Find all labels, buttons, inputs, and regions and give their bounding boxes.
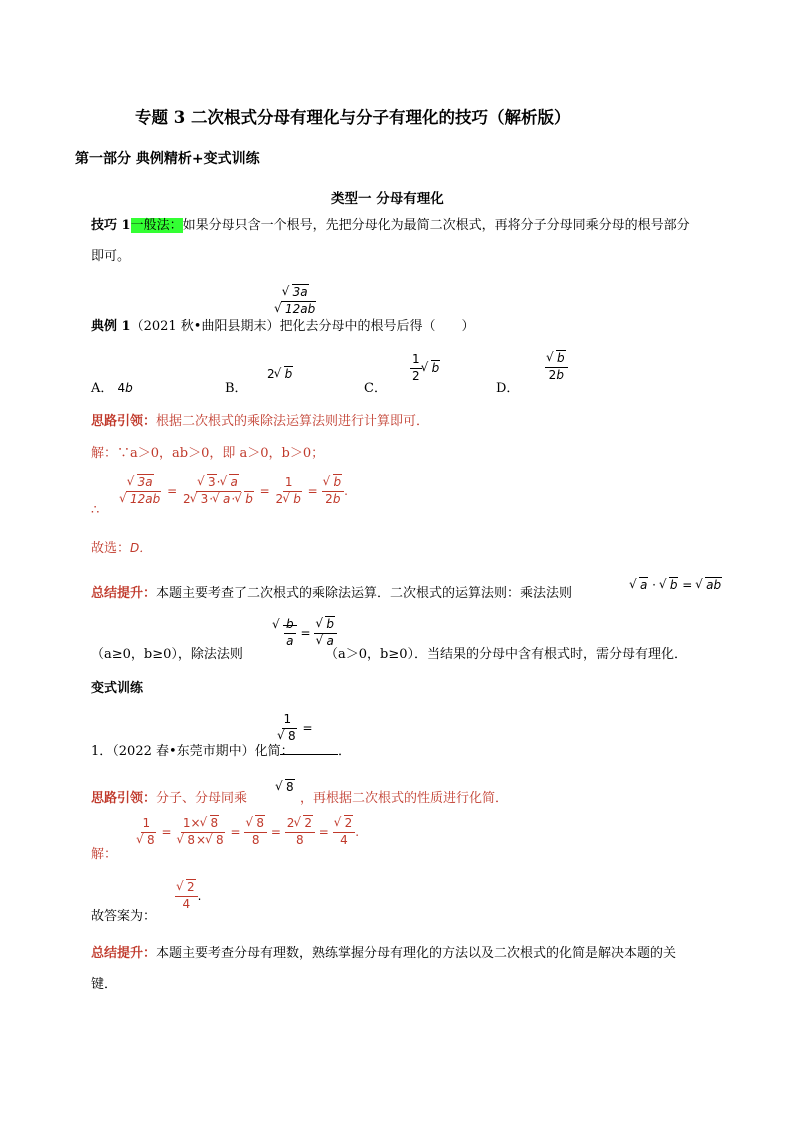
q1-suffix: ． xyxy=(338,744,352,759)
example-label: 典例 1 xyxy=(91,319,131,334)
variant-q1 xyxy=(91,740,294,759)
example-hint xyxy=(91,410,429,429)
hint-text: 根据二次根式的乘除法运算法则进行计算即可． xyxy=(156,414,430,429)
example-equation: √ 3a √ 12ab = √ $\frac{3\cdot√ a}{2√ 3\cdot√ a\cdot√ b}$ = $\frac{1}{2√ b}$ = √ $\frac{b}{2b}$ . xyxy=(118,476,348,507)
option-d-value: √ $\frac{b}{2b}$ xyxy=(545,352,568,383)
summary-label: 总结提升： xyxy=(91,586,157,601)
variant-equation: 1 √ 8 = 1×√ 8 √ 8×√ 8 = √ $\frac{8}{8}$ = $\frac{2√ 2}{8}$ = √ $\frac{2}{4}$ . xyxy=(135,817,359,848)
variant-heading: 变式训练 xyxy=(91,681,144,696)
tip-text: 如果分母只含一个根号，先把分母化为最简二次根式，再将分子分母同乘分母的根号部分 xyxy=(182,218,690,233)
option-b-letter: B． xyxy=(225,381,248,396)
option-c-value: $\frac{1}{2}$ √ b xyxy=(410,353,440,384)
q1-fraction: 1 √ 8 = xyxy=(276,713,313,744)
summary-text: 本题主要考查了二次根式的乘除法运算．二次根式的运算法则：乘法法则 xyxy=(156,586,573,601)
hint-label: 思路引领： xyxy=(91,414,157,429)
tip-1 xyxy=(91,214,690,238)
tip-cont: 即可。 xyxy=(91,249,131,264)
variant-summary-text: 本题主要考查分母有理数，熟练掌握分母有理化的方法以及二次根式的化简是解决本题的关 xyxy=(156,946,677,961)
page-title: 专题 3 二次根式分母有理化与分子有理化的技巧（解析版） xyxy=(135,108,571,127)
q1-blank-line[interactable] xyxy=(280,740,351,759)
summary-cond-2: （a＞0，b≥0）．当结果的分母中含有根式时，需分母有理化． xyxy=(325,647,688,662)
part-heading: 第一部分 典例精析+变式训练 xyxy=(75,151,260,167)
solution-prefix: 解： xyxy=(91,446,118,461)
option-a[interactable]: A． 4b xyxy=(91,381,133,396)
hint-sqrt8: √ 8 xyxy=(276,780,295,794)
solution-text: ∵a＞0，ab＞0，即 a＞0，b＞0； xyxy=(117,446,325,461)
option-a-letter: A． xyxy=(91,381,114,396)
variant-solution-prefix: 解： xyxy=(91,847,118,862)
example-suffix: 化去分母中的根号后得（ ） xyxy=(292,319,475,334)
variant-answer-value: √ $\frac{2}{4}$ . xyxy=(175,881,201,912)
tip-label: 技巧 1 xyxy=(91,218,131,233)
product-rule: √ a · √ b = √ ab xyxy=(630,578,722,592)
example-answer xyxy=(91,537,151,556)
option-c-letter: C． xyxy=(364,381,387,396)
example-summary xyxy=(91,582,572,601)
frac-den: 12ab xyxy=(285,301,316,316)
example-1-stem xyxy=(91,315,474,334)
variant-summary-label: 总结提升： xyxy=(91,946,157,961)
answer-prefix: 故选： xyxy=(91,541,131,556)
option-d[interactable] xyxy=(496,377,519,396)
type-heading: 类型一 分母有理化 xyxy=(331,191,444,207)
variant-summary-cont: 键． xyxy=(91,977,118,992)
example-solution xyxy=(91,442,324,461)
variant-summary xyxy=(91,942,676,961)
tip-highlight: 一般法： xyxy=(130,218,183,233)
variant-hint-text-2: ，再根据二次根式的性质进行化简． xyxy=(300,791,509,806)
variant-hint-label: 思路引领： xyxy=(91,791,157,806)
variant-hint-text-1: 分子、分母同乘 xyxy=(156,791,248,806)
variant-hint xyxy=(91,787,247,806)
summary-cond-1: （a≥0，b≥0），除法法则 xyxy=(91,647,243,662)
quotient-rule: √ $\frac{b}{a}$ = √ b √ a xyxy=(273,618,337,649)
option-b[interactable] xyxy=(225,377,248,396)
option-b-value: 2√ b xyxy=(267,367,293,381)
example-source: （2021 秋•曲阳县期末）把 xyxy=(130,319,293,334)
option-c[interactable] xyxy=(364,377,387,396)
q1-prefix: 1．（2022 春•东莞市期中）化简： xyxy=(91,744,294,759)
variant-answer-prefix: 故答案为： xyxy=(91,909,157,924)
example-fraction xyxy=(273,286,318,317)
answer-value: D． xyxy=(130,541,152,555)
therefore-symbol: ∴ xyxy=(91,503,100,518)
frac-num: 3a xyxy=(292,285,308,299)
option-d-letter: D． xyxy=(496,381,520,396)
